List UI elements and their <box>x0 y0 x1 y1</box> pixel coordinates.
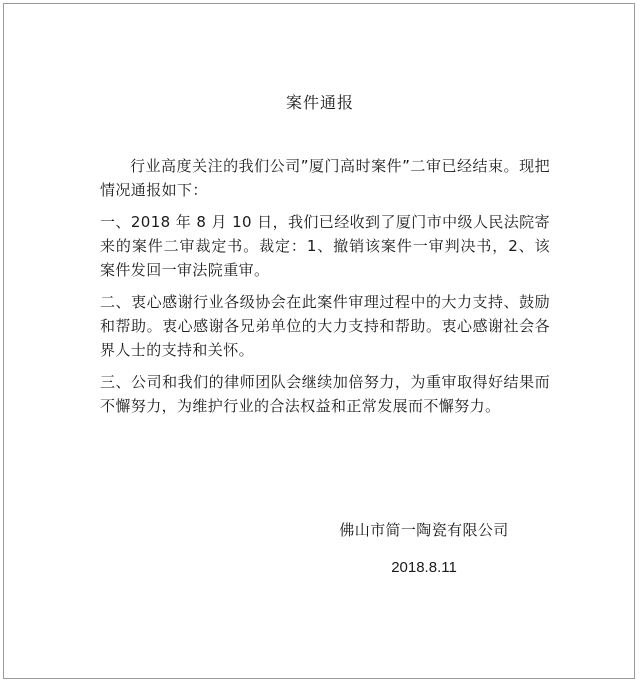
document-page <box>3 3 635 679</box>
paragraph-item-2: 二、衷心感谢行业各级协会在此案件审理过程中的大力支持、鼓励和帮助。衷心感谢各兄弟单位的大力支持和帮助。衷心感谢社会各界人士的支持和关怀。 <box>100 293 550 359</box>
paragraph-intro: 行业高度关注的我们公司”厦门高时案件”二审已经结束。现把情况通报如下： <box>100 157 550 199</box>
signature-date: 2018.8.11 <box>391 559 457 576</box>
paragraph-item-1: 一、2018 年 8 月 10 日，我们已经收到了厦门市中级人民法院寄来的案件二审裁定书。裁定：1、撤销该案件一审判决书，2、该案件发回一审法院重审。 <box>100 213 550 279</box>
document-title: 案件通报 <box>285 93 354 112</box>
document-body <box>100 154 550 426</box>
signature-company: 佛山市简一陶瓷有限公司 <box>339 521 509 539</box>
paragraph-item-3: 三、公司和我们的律师团队会继续加倍努力，为重审取得好结果而不懈努力，为维护行业的合法权益和正常发展而不懈努力。 <box>100 373 550 415</box>
